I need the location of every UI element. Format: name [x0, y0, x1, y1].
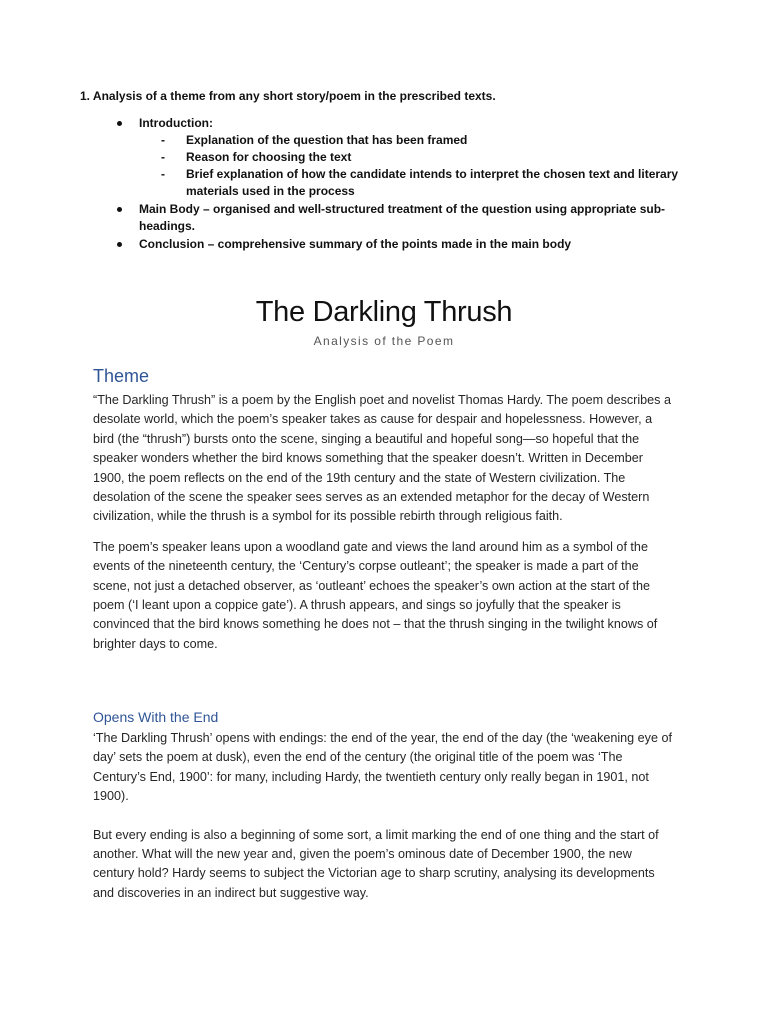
opens-with-end-paragraph: But every ending is also a beginning of some sort, a limit marking the end of one thing and the start of another. What will the new year and, given the poem’s ominous date of December 1900, the new century hold? Hardy seems to subject the Victorian age to sharp scrutiny, analysing its developments and discoveries in an indirect but suggestive way. — [93, 827, 659, 900]
instruction-subitem-text: Explanation of the question that has been framed — [186, 133, 468, 147]
question-title: 1. Analysis of a theme from any short story/poem in the prescribed texts. — [80, 89, 496, 103]
instruction-sublist — [139, 132, 690, 200]
instruction-item — [80, 115, 690, 200]
instruction-list — [80, 115, 690, 253]
document-subtitle: Analysis of the Poem — [313, 334, 455, 348]
dash-icon: - — [161, 167, 165, 181]
instruction-item-text: Main Body – organised and well-structured treatment of the question using appropriate sub-headings. — [139, 202, 666, 233]
instruction-subitem — [139, 149, 690, 166]
instruction-item — [80, 236, 690, 253]
instruction-subitem-text: Brief explanation of how the candidate intends to interpret the chosen text and literary materials used in the process — [186, 167, 679, 198]
theme-paragraph: The poem’s speaker leans upon a woodland gate and views the land around him as a symbol of the events of the nineteenth century, the ‘Century’s corpse outleant’; the speaker is made a part of the scene, not just a detached observer, as ‘outleant’ echoes the speaker’s own action at the start of the poem (‘I leant upon a coppice gate’). A thrush appears, and sings so joyfully that the speaker is convinced that the bird knows something he does not – that the thrush singing in the twilight knows of brighter days to come. — [93, 539, 658, 651]
opens-with-end-section — [93, 729, 673, 903]
opens-with-end-heading: Opens With the End — [93, 709, 219, 725]
instruction-subitem — [139, 166, 690, 200]
instruction-item-text: Introduction: — [139, 116, 213, 130]
theme-section — [93, 391, 673, 654]
bullet-icon — [117, 242, 122, 247]
instruction-subitem-text: Reason for choosing the text — [186, 150, 352, 164]
instruction-subitem — [139, 132, 690, 149]
theme-paragraph: “The Darkling Thrush” is a poem by the English poet and novelist Thomas Hardy. The poem describes a desolate world, which the poem’s speaker takes as cause for despair and hopelessness. However, a bird (the “thrush”) bursts onto the scene, singing a beautiful and hopeful song—so hopeful that the speaker wonders whether the bird knows something that the speaker doesn’t. Written in December 1900, the poem reflects on the end of the 19th century and the state of Western civilization. The desolation of the scene the speaker sees serves as an extended metaphor for the decay of Western civilization, while the thrush is a symbol for its possible rebirth through religious faith. — [93, 393, 671, 524]
bullet-icon — [117, 121, 122, 126]
assignment-instructions — [80, 88, 690, 254]
theme-heading: Theme — [93, 366, 150, 386]
instruction-item-text: Conclusion – comprehensive summary of the points made in the main body — [139, 237, 572, 251]
document-title: The Darkling Thrush — [255, 296, 513, 328]
dash-icon: - — [161, 133, 165, 147]
bullet-icon — [117, 207, 122, 212]
opens-with-end-paragraph: ‘The Darkling Thrush’ opens with endings: the end of the year, the end of the day (the ‘weakening eye of day’ sets the poem at dusk), even the end of the century (the original title of the poem was ‘The Century’s End, 1900’: for many, including Hardy, the twentieth century only really began in 1901, not 1900). — [93, 731, 672, 804]
instruction-item — [80, 201, 690, 235]
dash-icon: - — [161, 150, 165, 164]
